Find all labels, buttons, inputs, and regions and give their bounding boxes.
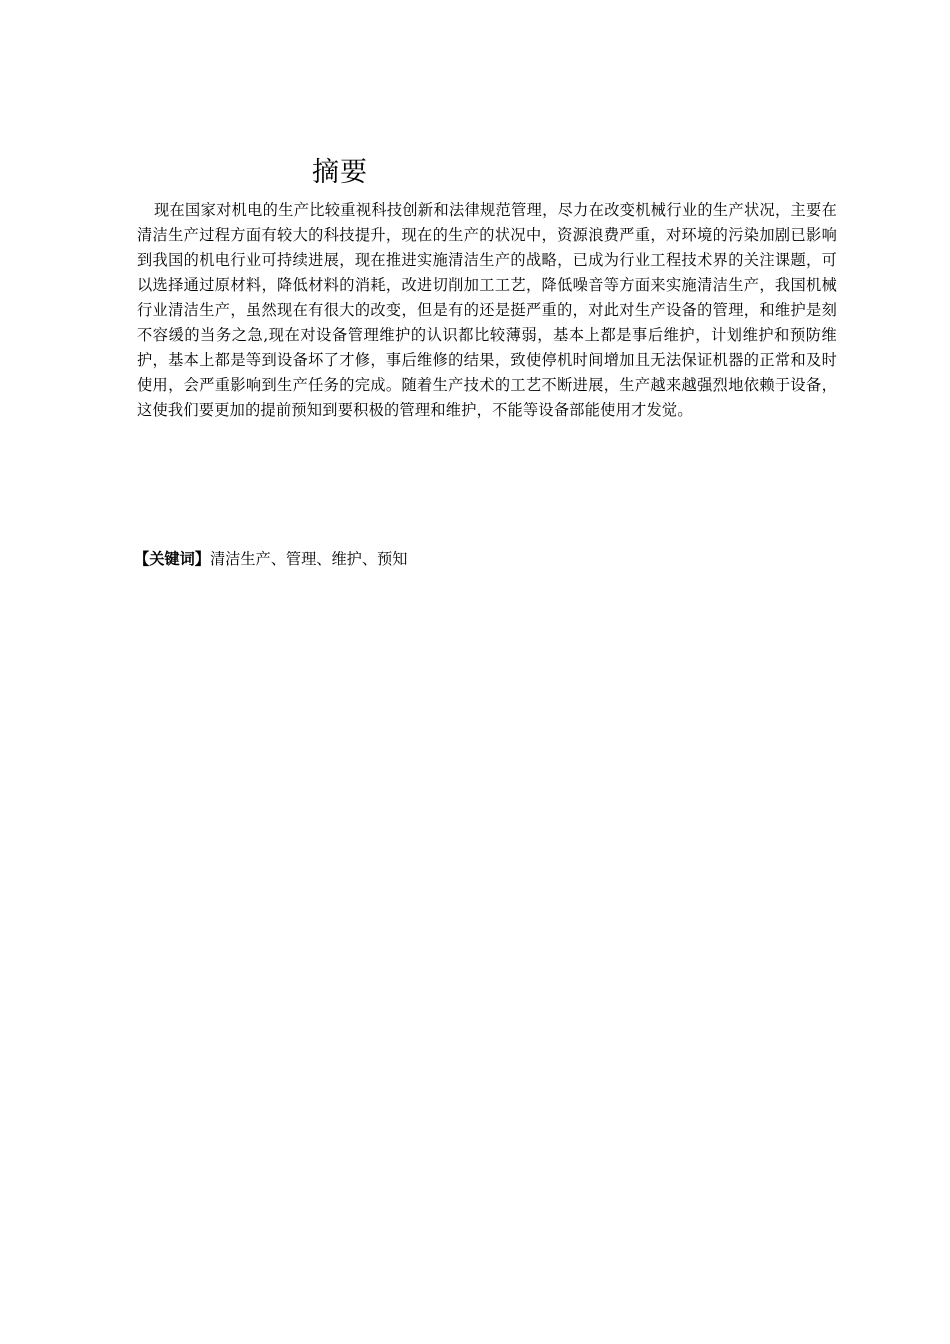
keywords-line (134, 547, 407, 572)
abstract-title: 摘要 (312, 157, 368, 188)
abstract-body: 现在国家对机电的生产比较重视科技创新和法律规范管理，尽力在改变机械行业的生产状况，主要在清洁生产过程方面有较大的科技提升，现在的生产的状况中，资源浪费严重，对环境的污染加剧已影响到我国的机电行业可持续进展，现在推进实施清洁生产的战略，已成为行业工程技术界的关注课题，可以选择通过原材料，降低材料的消耗，改进切削加工工艺，降低噪音等方面来实施清洁生产，我国机械行业清洁生产，虽然现在有很大的改变，但是有的还是挺严重的，对此对生产设备的管理，和维护是刻不容缓的当务之急,现在对设备管理维护的认识都比较薄弱，基本上都是事后维护，计划维护和预防维护，基本上都是等到设备坏了才修，事后维修的结果，致使停机时间增加且无法保证机器的正常和及时使用，会严重影响到生产任务的完成。随着生产技术的工艺不断进展，生产越来越强烈地依赖于设备，这使我们要更加的提前预知到要积极的管理和维护，不能等设备部能使用才发觉。 (137, 201, 837, 419)
keywords-label: 【关键词】 (134, 550, 210, 568)
keywords-value: 清洁生产、管理、维护、预知 (209, 550, 408, 568)
